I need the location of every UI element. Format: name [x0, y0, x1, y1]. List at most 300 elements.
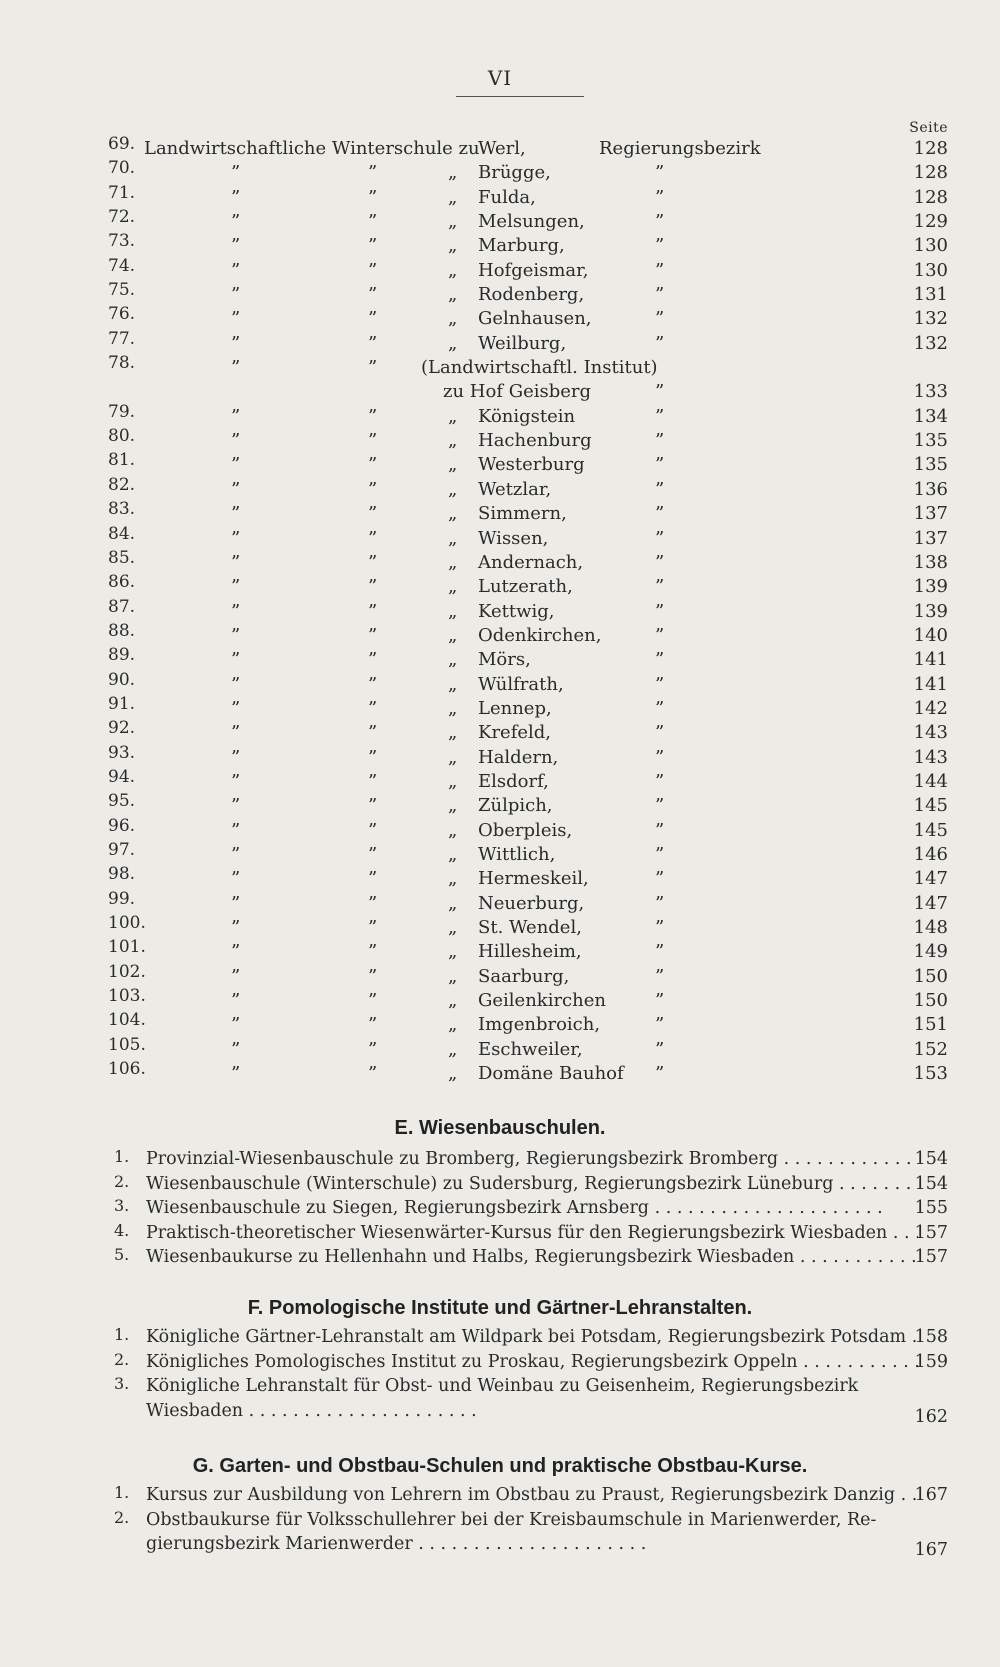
entry-row: [0, 474, 1000, 502]
ditto-mark: ”: [368, 1063, 378, 1085]
ditto-mark: ”: [368, 868, 378, 890]
item-number: 1.: [114, 1325, 130, 1344]
entry-number: 102.: [108, 961, 146, 982]
item-text-tail: gierungsbezirk Marienwerder: [146, 1534, 413, 1554]
dot-leader: [413, 1534, 647, 1554]
ditto-mark: ”: [231, 576, 241, 598]
ditto-mark: ”: [231, 673, 241, 695]
entry-city: Zülpich,: [478, 795, 553, 817]
dot-leader: [833, 1174, 918, 1194]
ditto-mark: „: [448, 478, 458, 500]
ditto-mark: ”: [368, 259, 378, 281]
ditto-mark: „: [448, 819, 458, 841]
entry-page: 132: [913, 332, 948, 354]
entry-page: 149: [913, 941, 948, 963]
ditto-mark: ”: [655, 430, 665, 452]
entry-city: Odenkirchen,: [478, 624, 602, 646]
entry-city: Mörs,: [478, 649, 531, 671]
entry-row: [0, 986, 1000, 1013]
entry-page: 139: [913, 600, 948, 622]
item-page: 155: [914, 1198, 948, 1218]
entry-row: [0, 255, 1000, 283]
entry-row: [0, 596, 1000, 624]
ditto-mark: „: [448, 892, 458, 914]
ditto-mark: „: [448, 405, 458, 427]
ditto-mark: ”: [655, 1038, 665, 1060]
item-number: 1.: [114, 1147, 130, 1166]
entry-page: 129: [913, 211, 948, 233]
ditto-mark: ”: [231, 405, 241, 427]
entry-page: 141: [913, 649, 948, 671]
item-text-body: Wiesenbauschule (Winterschule) zu Sudersburg, Regierungsbezirk Lüneburg: [146, 1173, 834, 1194]
ditto-mark: ”: [655, 551, 665, 573]
item-page: 162: [914, 1406, 948, 1427]
entry-number: 83.: [108, 499, 136, 520]
entry-row: [0, 572, 1000, 599]
entry-page: 152: [913, 1038, 948, 1060]
entry-number: 103.: [108, 986, 146, 1007]
entry-page: 135: [913, 454, 948, 476]
ditto-mark: ”: [655, 235, 665, 257]
entry-city: zu Hof Geisberg: [443, 381, 592, 403]
ditto-mark: ”: [655, 211, 665, 233]
ditto-mark: „: [448, 211, 458, 233]
entry-city: Simmern,: [478, 503, 567, 525]
entry-number: 100.: [108, 913, 146, 933]
ditto-mark: ”: [231, 1038, 241, 1060]
entry-row: [0, 328, 1000, 356]
ditto-mark: ”: [655, 332, 665, 354]
entry-page: 138: [913, 551, 948, 573]
entry-row: [0, 450, 1000, 477]
dot-leader: [798, 1352, 919, 1372]
entry-page: 144: [913, 770, 948, 792]
ditto-mark: ”: [368, 795, 378, 817]
entry-row: [0, 158, 1000, 185]
entry-row: [0, 380, 1000, 404]
ditto-mark: ”: [655, 746, 665, 768]
ditto-mark: ”: [231, 235, 241, 257]
ditto-mark: ”: [231, 308, 241, 330]
ditto-mark: ”: [368, 941, 378, 963]
item-number: 2.: [114, 1349, 130, 1369]
item-page: 157: [914, 1247, 948, 1267]
entry-page: 128: [913, 138, 948, 159]
entry-row: [0, 645, 1000, 672]
ditto-mark: ”: [368, 357, 378, 379]
list-item: [0, 1484, 1000, 1508]
ditto-mark: ”: [655, 697, 665, 719]
ditto-mark: ”: [368, 284, 378, 306]
entry-city: Weilburg,: [478, 332, 567, 354]
dot-leader: [778, 1149, 918, 1169]
ditto-mark: ”: [368, 746, 378, 768]
entry-number: 76.: [108, 304, 136, 325]
ditto-mark: ”: [231, 868, 241, 890]
entry-number: 104.: [108, 1010, 146, 1031]
entry-page: 143: [913, 722, 948, 744]
entry-page: 148: [913, 917, 948, 938]
entry-row: [0, 304, 1000, 331]
ditto-mark: ”: [231, 186, 241, 208]
ditto-mark: ”: [655, 722, 665, 744]
ditto-mark: ”: [368, 697, 378, 719]
entry-number: 99.: [108, 888, 136, 909]
dot-leader: [794, 1247, 918, 1267]
entry-number: 88.: [108, 620, 136, 641]
entry-city: Haldern,: [478, 746, 559, 768]
entry-city: Gelnhausen,: [478, 308, 592, 330]
entry-row: [0, 523, 1000, 551]
ditto-mark: ”: [231, 795, 241, 817]
entry-number: 105.: [108, 1034, 146, 1055]
ditto-mark: ”: [368, 308, 378, 330]
entry-number: 72.: [108, 207, 136, 228]
item-text-body: Wiesenbaukurse zu Hellenhahn und Halbs, Regierungsbezirk Wiesbaden: [146, 1247, 795, 1267]
entry-row: [0, 401, 1000, 429]
entry-city: Wissen,: [478, 527, 549, 549]
ditto-mark: „: [448, 941, 458, 963]
entry-page: 151: [913, 1014, 948, 1036]
item-page: 159: [914, 1351, 948, 1372]
entry-page: 147: [913, 892, 948, 914]
entry-page: 128: [913, 186, 948, 208]
ditto-mark: ”: [655, 600, 665, 622]
list-item-continued: [0, 1400, 1000, 1427]
ditto-mark: „: [448, 673, 458, 695]
ditto-mark: ”: [231, 454, 241, 476]
ditto-mark: ”: [655, 1063, 665, 1085]
entry-page: 137: [913, 503, 948, 525]
ditto-mark: ”: [368, 673, 378, 695]
ditto-mark: ”: [231, 332, 241, 354]
ditto-mark: ”: [368, 527, 378, 549]
ditto-mark: ”: [655, 868, 665, 890]
item-text-body: Kursus zur Ausbildung von Lehrern im Obstbau zu Praust, Regierungsbezirk Danzig: [146, 1485, 896, 1505]
ditto-mark: ”: [231, 624, 241, 646]
item-text-body: Wiesenbauschule zu Siegen, Regierungsbezirk Arnsberg: [146, 1198, 650, 1218]
entry-number: 77.: [108, 328, 136, 349]
section-e-title: E. Wiesenbauschulen.: [394, 1117, 606, 1139]
ditto-mark: „: [448, 1014, 458, 1036]
entry-row: [0, 693, 1000, 721]
ditto-mark: ”: [655, 381, 665, 403]
header-rule: [456, 96, 584, 97]
entry-number: 78.: [108, 353, 136, 374]
ditto-mark: ”: [655, 162, 665, 184]
entry-page: 150: [913, 990, 948, 1012]
ditto-mark: ”: [368, 722, 378, 744]
entry-row: [0, 718, 1000, 745]
entry-city: Hofgeismar,: [478, 259, 589, 281]
entry-page: 130: [913, 235, 948, 257]
ditto-mark: ”: [655, 965, 665, 987]
ditto-mark: „: [448, 843, 458, 865]
entry-row: [0, 280, 1000, 307]
entry-city: Wittlich,: [478, 843, 556, 865]
list-item-continued: [0, 1533, 1000, 1560]
ditto-mark: ”: [368, 624, 378, 646]
entry-city: Saarburg,: [478, 965, 570, 987]
item-number: 4.: [114, 1220, 130, 1240]
ditto-mark: „: [448, 503, 458, 525]
ditto-mark: „: [448, 600, 458, 622]
entry-page: 134: [913, 405, 948, 427]
entry-page: 145: [913, 819, 948, 841]
entry-row: [0, 207, 1000, 234]
section-g-title: G. Garten- und Obstbau-Schulen und praktische Obstbau-Kurse.: [192, 1455, 808, 1477]
item-page: 154: [914, 1149, 948, 1169]
ditto-mark: ”: [231, 211, 241, 233]
entry-row: [0, 888, 1000, 916]
ditto-mark: ”: [231, 284, 241, 306]
entry-number: 70.: [108, 158, 136, 179]
entry-city: Geilenkirchen: [478, 990, 606, 1012]
ditto-mark: ”: [231, 746, 241, 768]
entry-city: Imgenbroich,: [478, 1014, 601, 1036]
ditto-mark: ”: [231, 990, 241, 1012]
item-page: 154: [914, 1173, 948, 1194]
entry-row: [0, 182, 1000, 210]
item-text-continued: [146, 1533, 918, 1557]
ditto-mark: ”: [231, 722, 241, 744]
entry-number: 92.: [108, 718, 136, 739]
entry-city: Domäne Bauhof: [478, 1063, 624, 1085]
ditto-mark: „: [448, 454, 458, 476]
entry-city: Neuerburg,: [478, 892, 585, 914]
entry-row: [0, 134, 1000, 161]
entry-number: 106.: [108, 1059, 146, 1080]
ditto-mark: ”: [655, 795, 665, 817]
item-text-tail: Wiesbaden: [146, 1400, 244, 1421]
entry-page: 130: [913, 259, 948, 281]
item-text: [146, 1148, 918, 1172]
ditto-mark: „: [448, 162, 458, 184]
entry-city: Werl,: [478, 138, 526, 159]
ditto-mark: ”: [231, 527, 241, 549]
item-text: [146, 1197, 918, 1221]
item-text-body: Praktisch-theoretischer Wiesenwärter-Kursus für den Regierungsbezirk Wiesbaden: [146, 1222, 888, 1243]
item-text: [146, 1326, 918, 1350]
entry-city: Eschweiler,: [478, 1038, 583, 1060]
item-page: 167: [914, 1540, 948, 1560]
ditto-mark: ”: [231, 478, 241, 500]
ditto-mark: ”: [655, 454, 665, 476]
item-page: 157: [914, 1222, 948, 1243]
entry-city: Andernach,: [478, 551, 584, 573]
entry-city: Westerburg: [478, 454, 585, 476]
item-text: [146, 1351, 918, 1375]
ditto-mark: ”: [655, 624, 665, 646]
entry-number: 90.: [108, 669, 136, 690]
ditto-mark: ”: [368, 649, 378, 671]
entry-row: [0, 766, 1000, 794]
ditto-mark: ”: [368, 162, 378, 184]
entry-number: 98.: [108, 864, 136, 885]
entry-row: [0, 913, 1000, 940]
entry-number: 82.: [108, 474, 136, 495]
ditto-mark: „: [448, 770, 458, 792]
entry-city: Hachenburg: [478, 430, 592, 452]
ditto-mark: „: [448, 965, 458, 987]
ditto-mark: ”: [368, 965, 378, 987]
ditto-mark: ”: [368, 332, 378, 354]
ditto-mark: ”: [655, 770, 665, 792]
entry-number: 85.: [108, 547, 136, 568]
ditto-mark: ”: [368, 478, 378, 500]
ditto-mark: ”: [231, 770, 241, 792]
ditto-mark: ”: [231, 357, 241, 379]
seite-column-label: Seite: [909, 120, 948, 136]
ditto-mark: ”: [231, 162, 241, 184]
entry-city: Königstein: [478, 405, 576, 427]
ditto-mark: ”: [368, 430, 378, 452]
ditto-mark: ”: [655, 259, 665, 281]
entry-city: Oberpleis,: [478, 819, 573, 841]
ditto-mark: ”: [655, 527, 665, 549]
entry-row: [0, 547, 1000, 575]
section-f-title: F. Pomologische Institute und Gärtner-Lehranstalten.: [247, 1297, 753, 1319]
dot-leader: [887, 1223, 918, 1243]
entry-regierungsbezirk: Regierungsbezirk: [599, 138, 761, 159]
ditto-mark: ”: [231, 941, 241, 963]
ditto-mark: „: [448, 1038, 458, 1060]
ditto-mark: ”: [368, 405, 378, 427]
ditto-mark: „: [448, 576, 458, 598]
ditto-mark: ”: [655, 941, 665, 963]
ditto-mark: ”: [231, 892, 241, 914]
entry-city: Lutzerath,: [478, 576, 573, 598]
ditto-mark: ”: [231, 1014, 241, 1036]
entry-row: [0, 1010, 1000, 1037]
ditto-mark: „: [448, 697, 458, 719]
ditto-mark: ”: [368, 892, 378, 914]
entry-number: 101.: [108, 937, 146, 958]
entry-row: [0, 742, 1000, 770]
ditto-mark: ”: [368, 1014, 378, 1036]
item-text: [146, 1246, 918, 1270]
entry-number: 74.: [108, 255, 136, 276]
ditto-mark: „: [448, 551, 458, 573]
list-item: [0, 1509, 1000, 1533]
item-text: [146, 1173, 918, 1197]
item-text-body: Königliche Gärtner-Lehranstalt am Wildpark bei Potsdam, Regierungsbezirk Potsdam: [146, 1327, 907, 1347]
entry-page: 141: [913, 673, 948, 695]
ditto-mark: „: [448, 624, 458, 646]
entry-institution: Landwirtschaftliche Winterschule zu: [144, 138, 480, 159]
item-number: 1.: [114, 1483, 130, 1502]
ditto-mark: „: [448, 722, 458, 744]
entry-page: 145: [913, 795, 948, 817]
entry-row: [0, 864, 1000, 891]
item-text: Königliche Lehranstalt für Obst- und Weinbau zu Geisenheim, Regierungsbezirk: [146, 1376, 859, 1396]
entry-row: [0, 426, 1000, 453]
entry-number: 95.: [108, 791, 136, 812]
entry-page: 132: [913, 308, 948, 330]
entry-number: 87.: [108, 596, 136, 617]
dot-leader: [243, 1401, 477, 1421]
ditto-mark: „: [448, 259, 458, 281]
entry-city: Marburg,: [478, 235, 565, 257]
ditto-mark: „: [448, 868, 458, 890]
ditto-mark: ”: [368, 211, 378, 233]
item-text-body: Provinzial-Wiesenbauschule zu Bromberg, Regierungsbezirk Bromberg: [146, 1149, 779, 1169]
entry-row: [0, 669, 1000, 697]
ditto-mark: ”: [231, 551, 241, 573]
ditto-mark: ”: [655, 1014, 665, 1036]
ditto-mark: ”: [655, 843, 665, 865]
ditto-mark: „: [448, 430, 458, 452]
item-page: 167: [914, 1485, 948, 1505]
ditto-mark: ”: [231, 917, 241, 938]
entry-city: Elsdorf,: [478, 770, 549, 792]
entry-row: [0, 937, 1000, 964]
ditto-mark: „: [448, 746, 458, 768]
entry-row: [0, 961, 1000, 989]
ditto-mark: „: [448, 990, 458, 1012]
ditto-mark: „: [448, 332, 458, 354]
ditto-mark: ”: [655, 405, 665, 427]
ditto-mark: ”: [655, 673, 665, 695]
dot-leader: [649, 1198, 883, 1218]
ditto-mark: ”: [655, 478, 665, 500]
ditto-mark: ”: [655, 503, 665, 525]
item-number: 3.: [114, 1374, 130, 1393]
list-item: [0, 1173, 1000, 1197]
ditto-mark: ”: [368, 576, 378, 598]
entry-page: 146: [913, 843, 948, 865]
entry-page: 142: [913, 697, 948, 719]
ditto-mark: ”: [655, 819, 665, 841]
entry-city: Rodenberg,: [478, 284, 585, 306]
entry-page: 131: [913, 284, 948, 306]
entry-page: 137: [913, 527, 948, 549]
entry-number: 71.: [108, 182, 136, 203]
ditto-mark: ”: [231, 259, 241, 281]
ditto-mark: ”: [368, 770, 378, 792]
ditto-mark: „: [448, 795, 458, 817]
entry-number: 80.: [108, 426, 136, 447]
ditto-mark: ”: [368, 843, 378, 865]
entry-number: 86.: [108, 572, 136, 593]
entry-row: [0, 620, 1000, 648]
list-item: [0, 1375, 1000, 1399]
entry-city: (Landwirtschaftl. Institut): [421, 357, 658, 379]
list-item: [0, 1351, 1000, 1375]
entry-page: 153: [913, 1063, 948, 1085]
item-number: 3.: [114, 1196, 130, 1215]
entry-number: 75.: [108, 280, 136, 301]
ditto-mark: ”: [368, 917, 378, 938]
entry-number: 79.: [108, 401, 136, 422]
entry-number: 73.: [108, 231, 136, 252]
entry-city: Krefeld,: [478, 722, 552, 744]
ditto-mark: ”: [655, 308, 665, 330]
ditto-mark: „: [448, 308, 458, 330]
entry-number: 89.: [108, 645, 136, 666]
school-entries-list: [0, 134, 1000, 1086]
entry-page: 135: [913, 430, 948, 452]
ditto-mark: ”: [231, 503, 241, 525]
ditto-mark: ”: [368, 186, 378, 208]
ditto-mark: ”: [368, 1038, 378, 1060]
entry-row: [0, 1034, 1000, 1062]
ditto-mark: ”: [231, 843, 241, 865]
entry-row: [0, 353, 1000, 380]
ditto-mark: ”: [368, 600, 378, 622]
item-number: 2.: [114, 1507, 130, 1527]
entry-page: 133: [913, 381, 948, 403]
